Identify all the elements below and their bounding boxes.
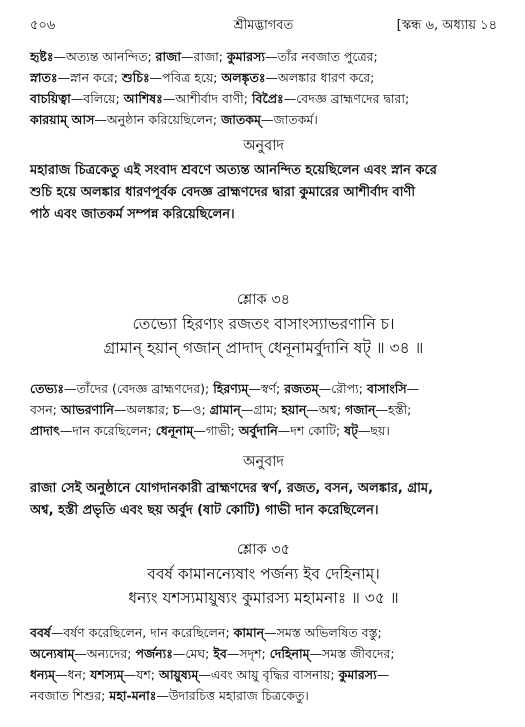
synonym-word: কুমারস্য (338, 667, 377, 682)
sloka-35 (30, 540, 497, 620)
synonym-meaning: —রাজা; (180, 49, 223, 64)
page-number: ৫০৬ (30, 18, 56, 33)
anubad-heading: অনুবাদ (242, 454, 285, 470)
synonym-meaning: —দশ কোটি; (277, 423, 341, 438)
synonym-meaning: —পবিত্র হয়ে; (149, 70, 218, 85)
sloka-verse (30, 562, 497, 610)
synonym-word: আভরণানি (60, 402, 114, 417)
synonyms-block-33 (30, 46, 497, 130)
synonym-word: হিরণ্যম্ (213, 381, 249, 396)
synonym-word: ববর্ষ (30, 625, 51, 640)
sloka-heading: শ্লোক ৩৫ (236, 542, 291, 558)
synonym-line (30, 88, 497, 109)
synonym-meaning: —অন্যদের; (74, 646, 132, 661)
synonym-meaning: —গ্রাম; (240, 402, 278, 417)
synonym-word: প্রাদাৎ (30, 423, 60, 438)
synonym-word: অন্যেষাম্ (30, 646, 75, 661)
synonym-word: স্নাতঃ (30, 70, 58, 85)
synonym-meaning: —জাতকর্ম। (260, 112, 318, 127)
synonym-word: অলঙ্কৃতঃ (221, 70, 266, 85)
synonym-word: আশিষঃ (123, 91, 163, 106)
sloka-verse (30, 312, 497, 360)
synonym-word: বাসাংসি (366, 381, 407, 396)
anubad-heading-1-wrap (30, 136, 497, 156)
synonym-meaning: —উদারচিত্ত মহারাজ চিত্রকেতু। (156, 688, 309, 703)
translation-line: মহারাজ চিত্রকেতু এই সংবাদ শ্রবণে অত্যন্ত আনন্দিত হয়েছিলেন এবং স্নান করে (30, 163, 437, 178)
synonym-word: পর্জন্যঃ (135, 646, 173, 661)
sloka-heading: শ্লোক ৩৪ (236, 292, 291, 308)
translation-paragraph-33 (30, 160, 497, 226)
synonym-word: কুমারস্য (226, 49, 266, 64)
synonym-line (30, 399, 497, 420)
synonym-word: গ্রামান্ (209, 402, 241, 417)
synonym-word: যশস্যম্ (90, 667, 124, 682)
synonym-meaning: —স্বর্ণ; (248, 381, 281, 396)
synonym-meaning: —তাঁদের (বেদজ্ঞ ব্রাহ্মণদের); (64, 381, 210, 396)
anubad-heading-2-wrap (30, 452, 497, 472)
synonym-word: গজান্ (345, 402, 376, 417)
synonym-word: হয়ান্ (281, 402, 307, 417)
synonym-word: তেভ্যঃ (30, 381, 65, 396)
synonym-line (30, 67, 497, 88)
verse-line: গ্রামান্ হয়ান্ গজান্ প্রাদাদ্ ধেনূনামর্বুদানি ষট্ ॥ ৩৪ ॥ (103, 339, 424, 357)
verse-line: ধন্যং যশস্যমায়ুষ্যং কুমারস্য মহামনাঃ ॥ ৩৫ ॥ (128, 589, 399, 607)
synonym-line (30, 378, 497, 399)
synonym-word: ইব (213, 646, 227, 661)
synonym-meaning: —যশ; (123, 667, 155, 682)
sloka-34 (30, 290, 497, 370)
synonym-word: অর্বুদানি (238, 423, 278, 438)
synonym-line (30, 664, 497, 685)
synonym-meaning: —রৌপ্য; (318, 381, 363, 396)
synonym-meaning: —তাঁর নবজাত পুত্রের; (265, 49, 378, 64)
synonym-word: কারয়াম্ আস (30, 112, 95, 127)
synonym-meaning: — (406, 381, 420, 396)
synonym-word: মহা-মনাঃ (109, 688, 157, 703)
synonym-meaning: —অনুষ্ঠান করিয়েছিলেন; (94, 112, 218, 127)
synonym-word: ধেনূনাম্ (155, 423, 194, 438)
synonym-meaning: —এবং আয়ু বৃদ্ধির বাসনায়; (198, 667, 335, 682)
chapter-reference: [স্কন্ধ ৬, অধ্যায় ১৪ (396, 18, 497, 33)
synonym-word: বিপ্রৈঃ (251, 91, 284, 106)
synonym-meaning: —স্নান করে; (57, 70, 118, 85)
synonym-meaning: —ছয়। (357, 423, 390, 438)
synonym-meaning: —হস্তী; (375, 402, 412, 417)
anubad-heading: অনুবাদ (242, 138, 285, 154)
synonym-meaning: —সমস্ত জীবদের; (309, 646, 395, 661)
synonym-word: রাজা (155, 49, 181, 64)
synonym-meaning: বসন; (30, 402, 57, 417)
synonym-meaning: নবজাত শিশুর; (30, 688, 106, 703)
translation-paragraph-34 (30, 478, 497, 522)
synonym-meaning: —দান করেছিলেন; (59, 423, 152, 438)
synonym-meaning: —মেঘ; (172, 646, 210, 661)
synonym-meaning: —আশীর্বাদ বাণী; (162, 91, 248, 106)
synonyms-block-34 (30, 378, 497, 441)
synonym-word: আয়ুষ্যম্ (158, 667, 199, 682)
synonym-word: দেহিনাম্ (269, 646, 310, 661)
running-header (30, 16, 497, 36)
synonym-line (30, 685, 497, 706)
translation-line: অশ্ব, হস্তী প্রভৃতি এবং ছয় অর্বুদ (ষাট কোটি) গাভী দান করেছিলেন। (30, 503, 379, 518)
synonyms-block-35 (30, 622, 497, 706)
synonym-word: ষট্ (344, 423, 358, 438)
translation-line: পাঠ এবং জাতকর্ম সম্পন্ন করিয়েছিলেন। (30, 207, 235, 222)
synonym-word: জাতকম্ (221, 112, 261, 127)
synonym-meaning: —গাভী; (193, 423, 235, 438)
synonym-word: রজতম্ (284, 381, 319, 396)
synonym-word: চ (173, 402, 180, 417)
synonym-meaning: —অলঙ্কার ধারণ করে; (265, 70, 375, 85)
synonym-word: বাচয়িত্বা (30, 91, 71, 106)
synonym-meaning: —সদৃশ; (226, 646, 266, 661)
verse-line: তেভ্যো হিরণ্যং রজতং বাসাংস্যাভরণানি চ। (132, 315, 395, 333)
book-title: শ্রীমদ্ভাগবত (233, 18, 294, 33)
synonym-meaning: —বলিয়ে; (70, 91, 120, 106)
synonym-word: হৃষ্টঃ (30, 49, 54, 64)
verse-line: ববর্ষ কামানন্যেষাং পর্জন্য ইব দেহিনাম্। (147, 565, 380, 583)
synonym-meaning: —ও; (179, 402, 206, 417)
synonym-line (30, 109, 497, 130)
synonym-word: ধন্যম্ (30, 667, 56, 682)
synonym-line (30, 643, 497, 664)
synonym-word: কামান্ (233, 625, 265, 640)
synonym-meaning: —অশ্ব; (306, 402, 342, 417)
synonym-line (30, 622, 497, 643)
synonym-meaning: —বর্ষণ করেছিলেন, দান করেছিলেন; (50, 625, 230, 640)
synonym-meaning: —অলঙ্কার; (113, 402, 170, 417)
synonym-meaning: —বেদজ্ঞ ব্রাহ্মণদের দ্বারা; (283, 91, 410, 106)
translation-line: রাজা সেই অনুষ্ঠানে যোগদানকারী ব্রাহ্মণদের স্বর্ণ, রজত, বসন, অলঙ্কার, গ্রাম, (30, 481, 434, 496)
translation-line: শুচি হয়ে অলঙ্কার ধারণপূর্বক বেদজ্ঞ ব্রাহ্মণদের দ্বারা কুমারের আশীর্বাদ বাণী (30, 185, 416, 200)
synonym-meaning: —সমস্ত অভিলষিত বস্তু; (264, 625, 382, 640)
synonym-meaning: — (376, 667, 390, 682)
synonym-line (30, 420, 497, 441)
synonym-meaning: —ধন; (55, 667, 87, 682)
synonym-line (30, 46, 497, 67)
synonym-word: শুচিঃ (121, 70, 150, 85)
synonym-meaning: —অত্যন্ত আনন্দিত; (53, 49, 152, 64)
